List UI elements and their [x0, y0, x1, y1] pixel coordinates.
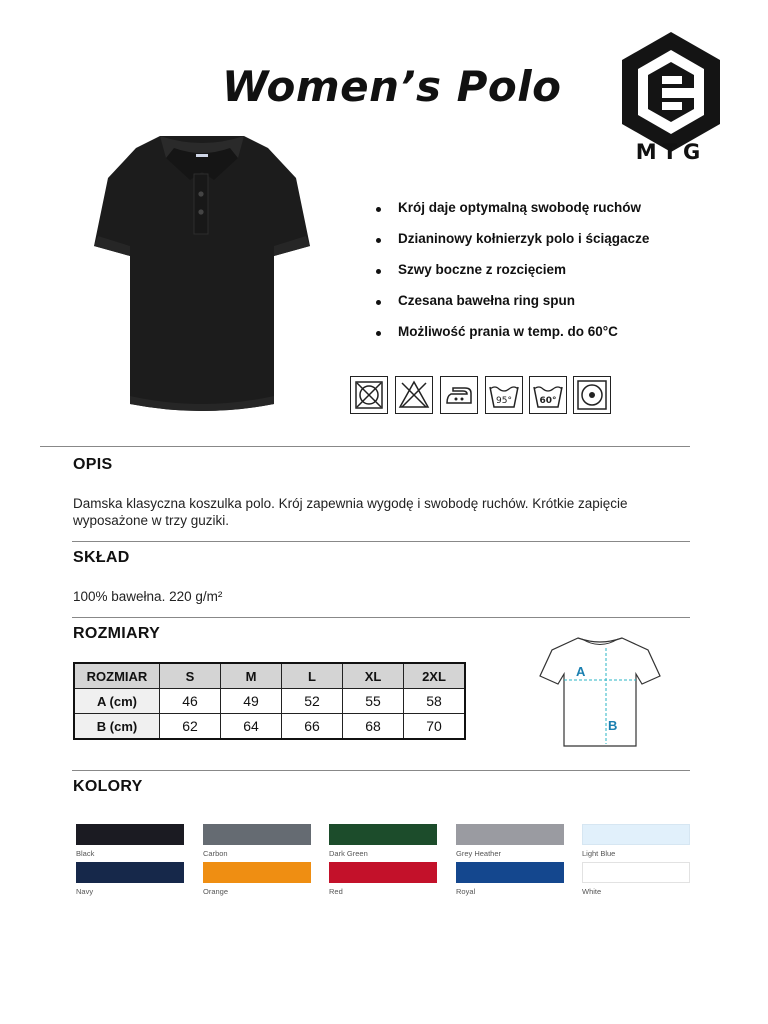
logo-text: MTG	[635, 140, 707, 164]
size-header: S	[160, 663, 221, 689]
divider	[40, 446, 690, 447]
swatch-label: Black	[76, 849, 95, 858]
swatch-label: Dark Green	[329, 849, 368, 858]
size-cell: 58	[404, 689, 466, 714]
label-a: A	[576, 664, 586, 679]
table-row	[74, 689, 465, 714]
composition-text: 100% bawełna. 220 g/m²	[73, 589, 223, 604]
label-b: B	[608, 718, 618, 733]
measurement-diagram	[538, 632, 662, 750]
feature-item: Krój daje optymalną swobodę ruchów	[372, 200, 649, 231]
size-cell: 64	[221, 714, 282, 740]
swatch-white	[582, 862, 690, 883]
swatch-royal	[456, 862, 564, 883]
size-header: ROZMIAR	[74, 663, 160, 689]
size-cell: 62	[160, 714, 221, 740]
swatch-label: Orange	[203, 887, 229, 896]
swatch-label: Light Blue	[582, 849, 616, 858]
feature-item: Czesana bawełna ring spun	[372, 293, 649, 324]
swatch-red	[329, 862, 437, 883]
swatch-label: White	[582, 887, 602, 896]
divider	[72, 541, 690, 542]
size-table	[73, 662, 466, 740]
swatch-dark-green	[329, 824, 437, 845]
section-heading-rozmiary: ROZMIARY	[73, 625, 161, 642]
table-row	[74, 714, 465, 740]
feature-item: Szwy boczne z rozcięciem	[372, 262, 649, 293]
swatch-label: Carbon	[203, 849, 228, 858]
size-header: M	[221, 663, 282, 689]
swatch-orange	[203, 862, 311, 883]
wash-temp-label: 95°	[496, 396, 512, 406]
row-label: A (cm)	[74, 689, 160, 714]
wash-60-icon	[529, 376, 567, 414]
swatch-carbon	[203, 824, 311, 845]
row-label: B (cm)	[74, 714, 160, 740]
size-header: 2XL	[404, 663, 466, 689]
feature-list	[372, 200, 649, 355]
swatch-light-blue	[582, 824, 690, 845]
wash-95-icon	[485, 376, 523, 414]
divider	[72, 770, 690, 771]
size-cell: 55	[343, 689, 404, 714]
size-header: XL	[343, 663, 404, 689]
description-text: Damska klasyczna koszulka polo. Krój zapewnia wygodę i swobodę ruchów. Krótkie zapięcie wyposażone w trzy guziki.	[73, 496, 628, 528]
no-tumble-dry-icon	[350, 376, 388, 414]
swatch-grey-heather	[456, 824, 564, 845]
swatch-label: Red	[329, 887, 343, 896]
swatch-black	[76, 824, 184, 845]
size-cell: 49	[221, 689, 282, 714]
polo-shirt-image	[90, 128, 314, 420]
iron-medium-icon	[440, 376, 478, 414]
swatch-label: Navy	[76, 887, 94, 896]
size-table-header-row	[74, 663, 465, 689]
feature-item: Dzianinowy kołnierzyk polo i ściągacze	[372, 231, 649, 262]
section-heading-sklad: SKŁAD	[73, 549, 130, 566]
size-cell: 68	[343, 714, 404, 740]
tumble-dry-icon	[573, 376, 611, 414]
divider	[72, 617, 690, 618]
size-cell: 66	[282, 714, 343, 740]
feature-item: Możliwość prania w temp. do 60°C	[372, 324, 649, 355]
section-heading-opis: OPIS	[73, 456, 113, 473]
swatch-label: Grey Heather	[456, 849, 502, 858]
no-bleach-icon	[395, 376, 433, 414]
section-heading-kolory: KOLORY	[73, 778, 143, 795]
wash-temp-label: 60°	[539, 396, 557, 406]
swatch-label: Royal	[456, 887, 476, 896]
page-title: Women’s Polo	[222, 62, 562, 111]
size-cell: 46	[160, 689, 221, 714]
size-cell: 52	[282, 689, 343, 714]
size-cell: 70	[404, 714, 466, 740]
size-header: L	[282, 663, 343, 689]
swatch-navy	[76, 862, 184, 883]
